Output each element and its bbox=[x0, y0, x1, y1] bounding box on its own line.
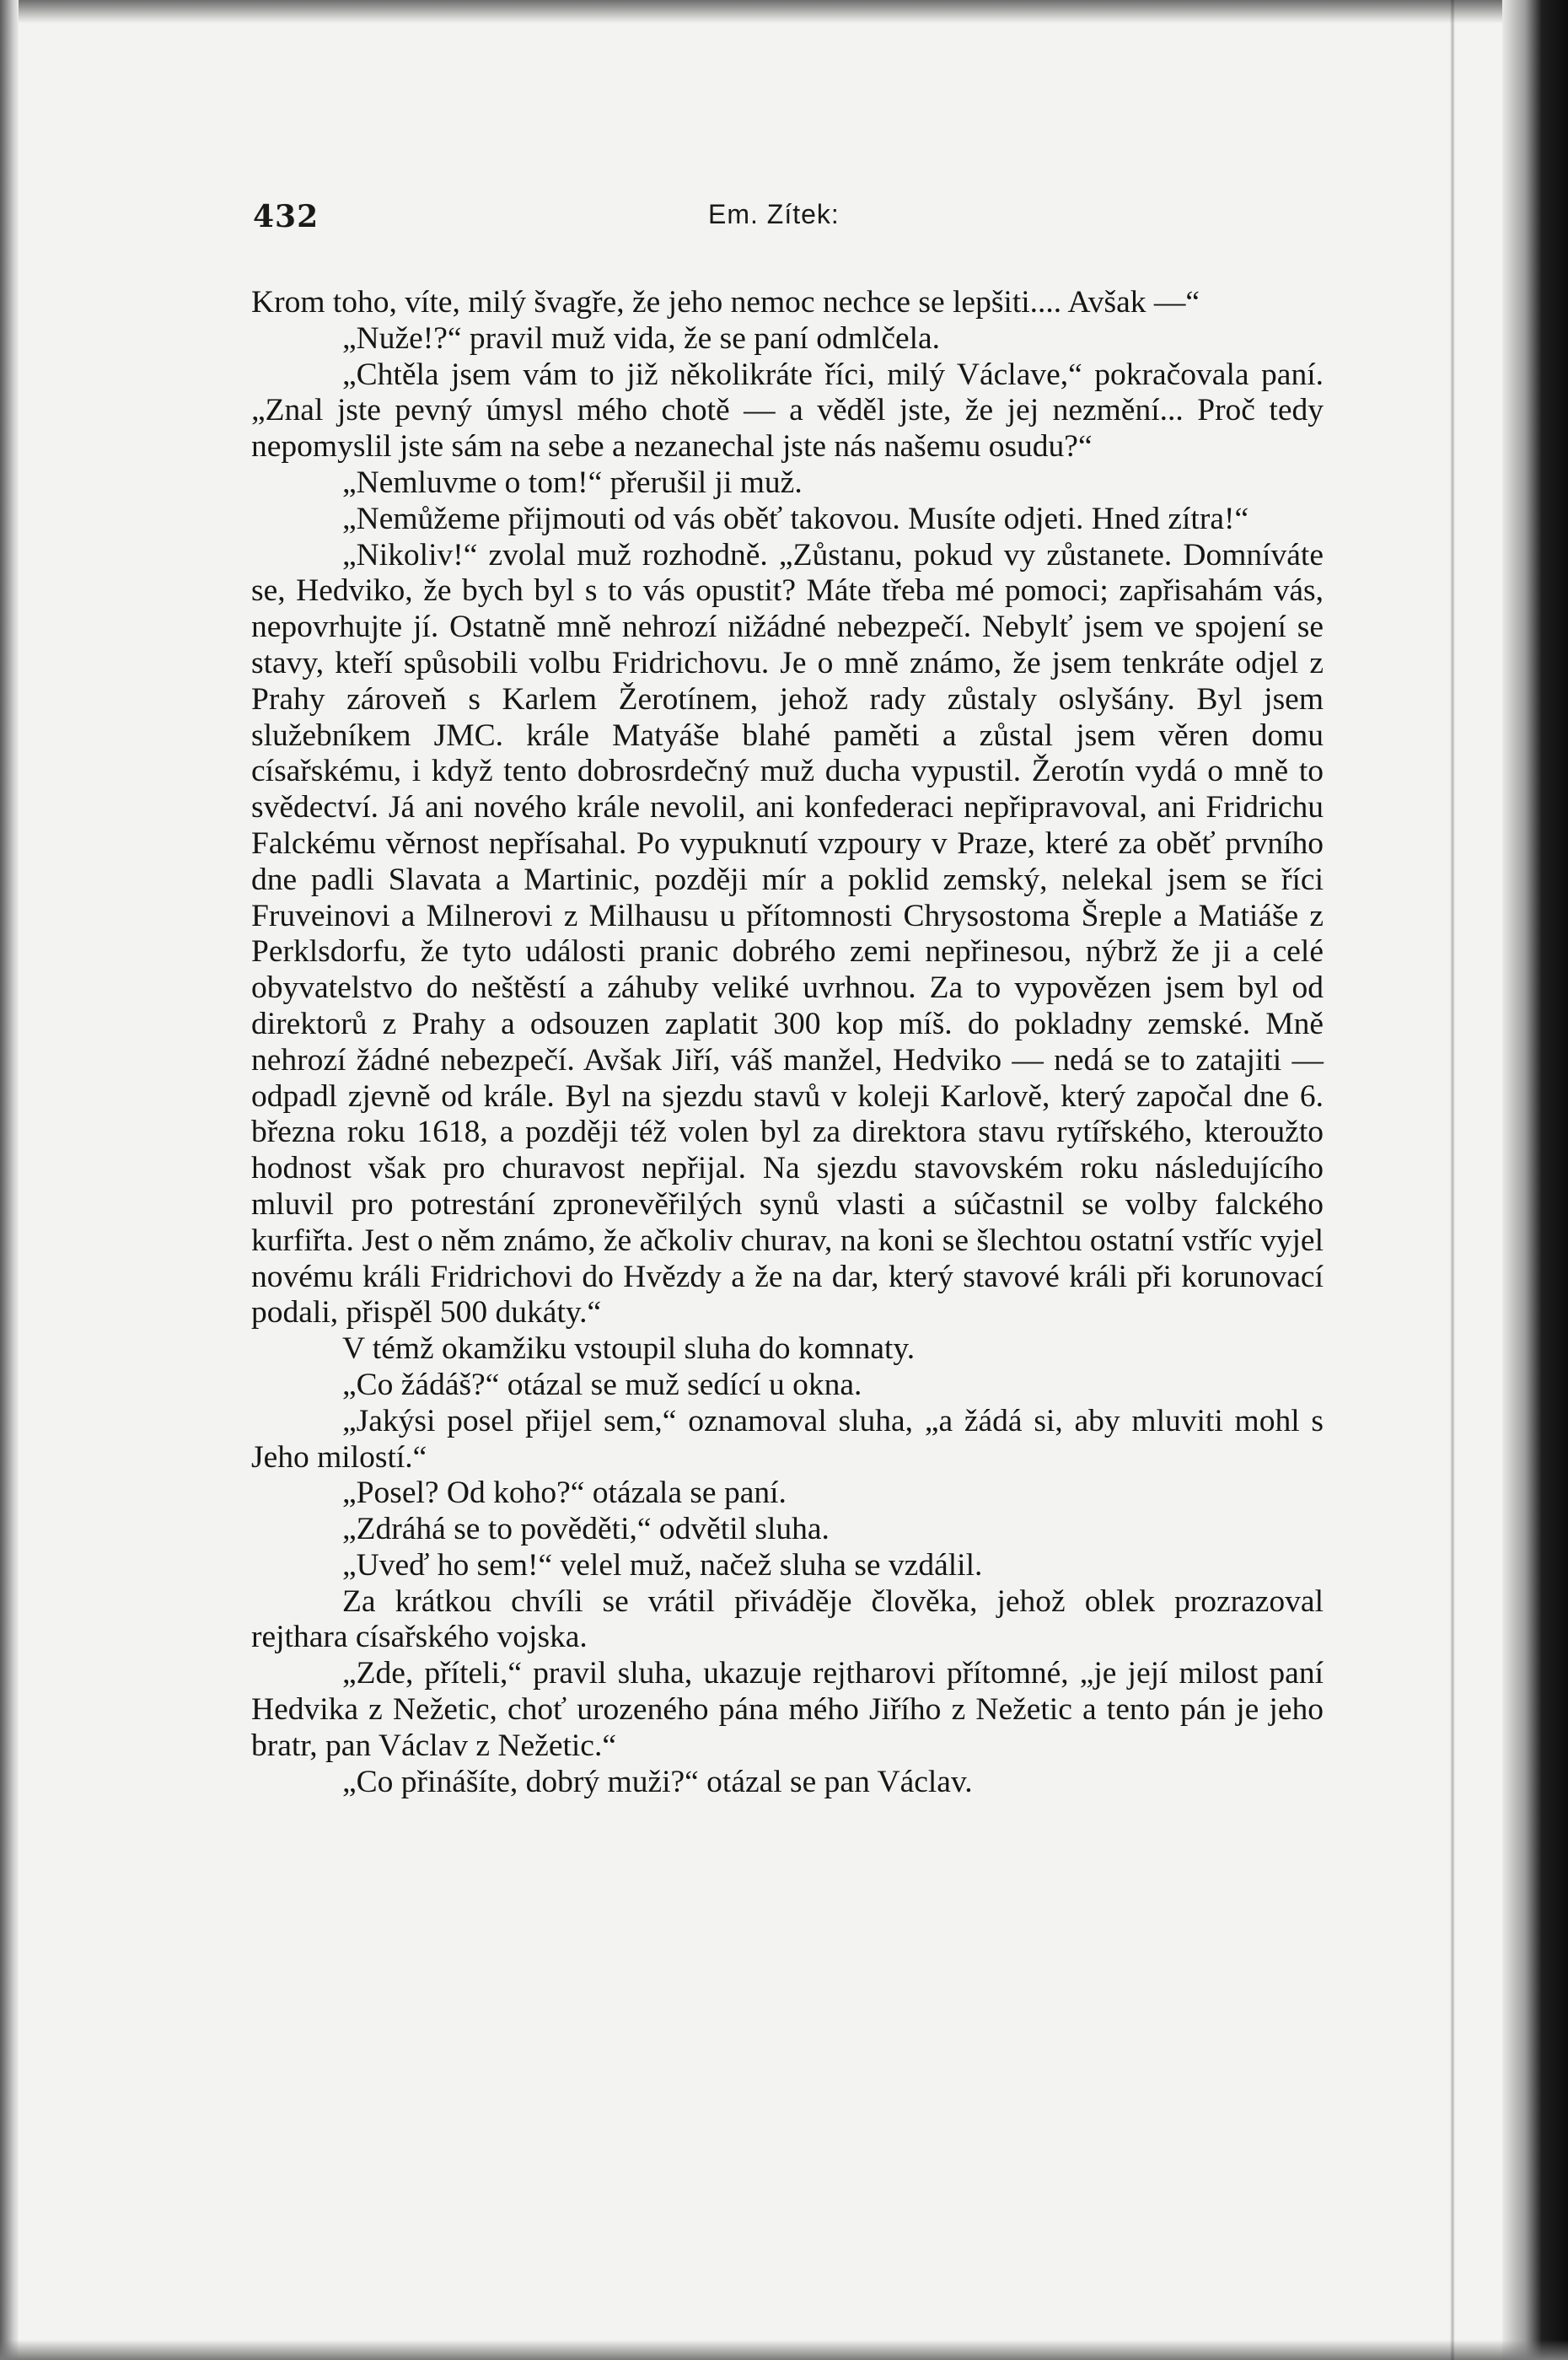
page-number: 432 bbox=[253, 199, 320, 234]
scan-edge-right bbox=[1502, 0, 1568, 2360]
paragraph: „Zde, příteli,“ pravil sluha, ukazuje rejtharovi přítomné, „je její milost paní Hedvika z Nežetic, choť urozeného pána mého Jiřího z Nežetic a tento pán je jeho bratr, pan Václav z Nežetic.“ bbox=[251, 1656, 1324, 1763]
paragraph: „Nemluvme o tom!“ přerušil ji muž. bbox=[342, 465, 803, 500]
book-gutter-shadow bbox=[1450, 0, 1455, 2360]
paragraph: „Uveď ho sem!“ velel muž, načež sluha se vzdálil. bbox=[342, 1547, 983, 1583]
page-header bbox=[253, 196, 1324, 238]
paragraph: „Chtěla jsem vám to již několikráte říci, milý Václave,“ pokračovala paní. „Znal jste pevný úmysl mého chotě — a věděl jste, že jej nezmění... Proč tedy nepomyslil jste sám na sebe a nezanechal jste nás našemu osudu?“ bbox=[251, 357, 1324, 465]
paragraph: Za krátkou chvíli se vrátil přiváděje člověka, jehož oblek prozrazoval rejthara císařského vojska. bbox=[251, 1583, 1324, 1655]
paragraph: Krom toho, víte, milý švagře, že jeho nemoc nechce se lepšiti.... Avšak —“ bbox=[251, 285, 1200, 320]
paragraph: „Nemůžeme přijmouti od vás oběť takovou. Musíte odjeti. Hned zítra!“ bbox=[342, 501, 1249, 536]
paragraph: „Co žádáš?“ otázal se muž sedící u okna. bbox=[342, 1367, 862, 1402]
paragraph: „Jakýsi posel přijel sem,“ oznamoval sluha, „a žádá si, aby mluviti mohl s Jeho milostí.“ bbox=[251, 1403, 1324, 1475]
scan-edge-bottom bbox=[0, 2340, 1568, 2360]
paragraph: „Nikoliv!“ zvolal muž rozhodně. „Zůstanu, pokud vy zůstanete. Domníváte se, Hedviko, že bych byl s to vás opustit? Máte třeba mé pomoci; zapřisahám vás, nepovrhujte jí. Ostatně mně nehrozí nižádné nebezpečí. Nebylť jsem ve spojení se stavy, kteří spůsobili volbu Fridrichovu. Je o mně známo, že jsem tenkráte odjel z Prahy zároveň s Karlem Žerotínem, jehož rady zůstaly oslyšány. Byl jsem služebníkem JMC. krále Matyáše blahé paměti a zůstal jsem věren domu císařskému, i když tento dobrosrdečný muž ducha vypustil. Žerotín vydá o mně to svědectví. Já ani nového krále nevolil, ani konfederaci nepřipravoval, ani Fridrichu Falckému věrnost nepřísahal. Po vypuknutí vzpoury v Praze, které za oběť prvního dne padli Slavata a Martinic, později mír a poklid zemský, nelekal jsem se říci Fruveinovi a Milnerovi z Milhausu u přítomnosti Chrysostoma Šreple a Matiáše z Perklsdorfu, že tyto události pranic dobrého zemi nepřinesou, nýbrž že ji a celé obyvatelstvo do neštěstí a záhuby veliké uvrhnou. Za to vypovězen jsem byl od direktorů z Prahy a odsouzen zaplatit 300 kop míš. do pokladny zemské. Mně nehrozí žádné nebezpečí. Avšak Jiří, váš manžel, Hedviko — nedá se to zatajiti — odpadl zjevně od krále. Byl na sjezdu stavů v koleji Karlově, který započal dne 6. března roku 1618, a později též volen byl za direktora stavu rytířského, kteroužto hodnost však pro churavost nepřijal. Na sjezdu stavovském roku následujícího mluvil pro potrestání zpronevěřilých synů vlasti a súčastnil se volby falckého kurfiřta. Jest o něm známo, že ačkoliv churav, na koni se šlechtou ostatní vstříc vyjel novému králi Fridrichovi do Hvězdy a že na dar, který stavové králi při korunovací podali, přispěl 500 dukáty.“ bbox=[251, 537, 1324, 1331]
running-head: Em. Zítek: bbox=[708, 199, 840, 229]
paragraph: V témž okamžiku vstoupil sluha do komnaty. bbox=[342, 1331, 916, 1367]
paragraph: „Nuže!?“ pravil muž vida, že se paní odmlčela. bbox=[342, 320, 941, 356]
scan-edge-top bbox=[0, 0, 1568, 24]
body-text bbox=[251, 285, 1324, 1800]
paragraph: „Zdráhá se to pověděti,“ odvětil sluha. bbox=[342, 1512, 830, 1547]
paragraph: „Posel? Od koho?“ otázala se paní. bbox=[342, 1476, 787, 1511]
scan-edge-left bbox=[0, 0, 19, 2360]
paragraph: „Co přinášíte, dobrý muži?“ otázal se pan Václav. bbox=[342, 1764, 973, 1799]
